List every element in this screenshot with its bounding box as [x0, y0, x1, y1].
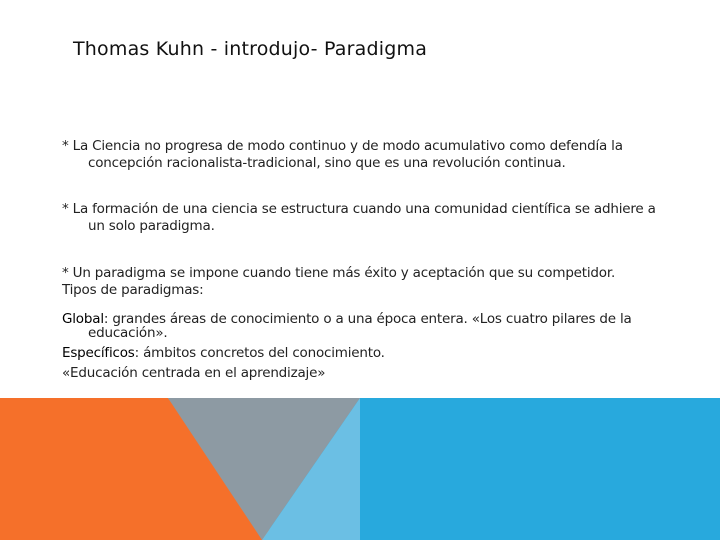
type-global — [62, 312, 662, 340]
orange-triangle — [0, 398, 40, 540]
slide-body — [62, 138, 662, 382]
example-text: «Educación centrada en el aprendizaje» — [62, 365, 326, 381]
type-especificos-term: Específicos — [62, 345, 135, 361]
slide-title: Thomas Kuhn - introdujo- Paradigma — [73, 38, 428, 60]
types-heading: Tipos de paradigmas: — [62, 282, 204, 298]
point-2: * La formación de una ciencia se estructura cuando una comunidad científica se adhiere a un solo paradigma. — [62, 201, 656, 234]
type-especificos — [62, 346, 662, 360]
type-global-term: Global — [62, 311, 104, 327]
point-1: * La Ciencia no progresa de modo continuo y de modo acumulativo como defendía la concepción racionalista-tradicional, sino que es una revolución continua. — [62, 138, 623, 171]
point-3: * Un paradigma se impone cuando tiene más éxito y aceptación que su competidor. — [62, 265, 616, 281]
type-especificos-text: : ámbitos concretos del conocimiento. — [134, 345, 385, 361]
type-global-text: : grandes áreas de conocimiento o a una época entera. «Los cuatro pilares de la educación». — [88, 311, 632, 341]
